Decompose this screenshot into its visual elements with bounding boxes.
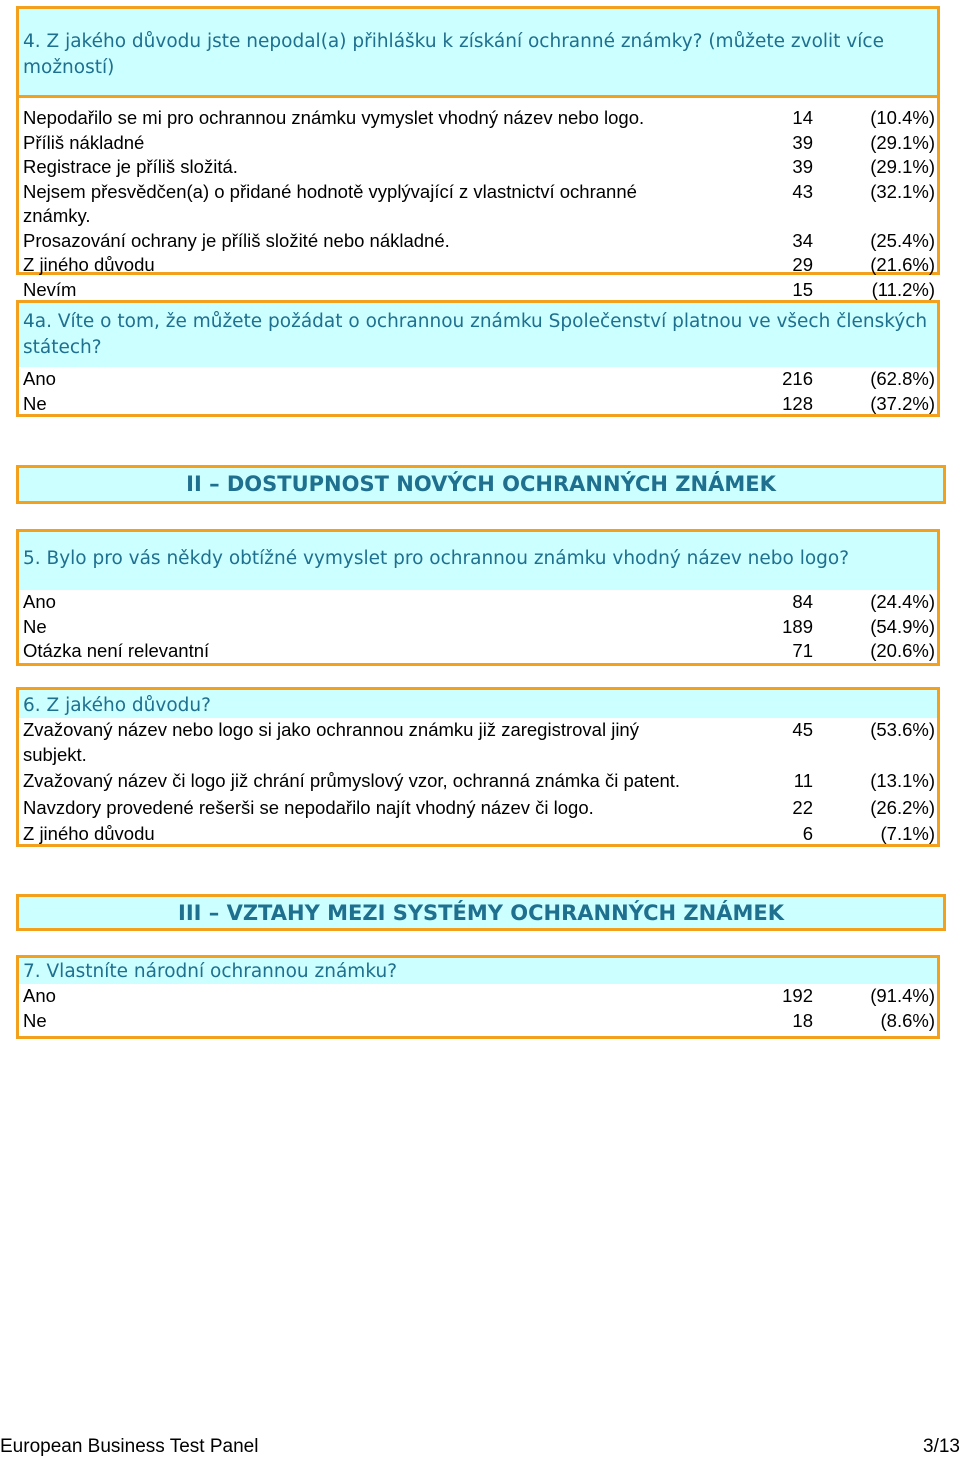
answer-row <box>19 794 937 822</box>
answer-percent: (7.1%) <box>880 823 935 844</box>
answer-label: Příliš nákladné <box>23 131 145 153</box>
answer-row <box>19 131 937 156</box>
answer-row <box>19 590 937 615</box>
answer-count: 71 <box>792 640 813 661</box>
answer-percent: (53.6%) <box>870 719 935 740</box>
answer-label: Navzdory provedené rešerši se nepodařilo najít vhodný název či logo. <box>23 797 594 818</box>
answer-percent: (10.4%) <box>870 107 935 128</box>
answer-count: 128 <box>782 392 813 414</box>
answer-percent: (25.4%) <box>870 229 935 251</box>
answer-percent: (37.2%) <box>870 392 935 414</box>
answer-percent: (62.8%) <box>870 368 935 389</box>
answer-label: Ne <box>23 615 47 637</box>
answer-label: Ano <box>23 591 56 612</box>
answer-count: 216 <box>782 368 813 389</box>
footer-page-number: 3/13 <box>923 1436 960 1457</box>
answer-label: Ano <box>23 985 56 1006</box>
answer-label: Nejsem přesvědčen(a) o přidané hodnotě vyplývající z vlastnictví ochranné známky. <box>23 180 637 226</box>
section-heading-3: III – VZTAHY MEZI SYSTÉMY OCHRANNÝCH ZNÁMEK <box>16 894 946 931</box>
answer-row <box>19 367 937 392</box>
answer-count: 39 <box>792 156 813 177</box>
answer-percent: (21.6%) <box>870 254 935 275</box>
answer-percent: (24.4%) <box>870 591 935 612</box>
question-title: 4. Z jakého důvodu jste nepodal(a) přihlášku k získání ochranné známky? (můžete zvolit více možností) <box>19 9 937 98</box>
answer-percent: (29.1%) <box>870 131 935 153</box>
answer-row <box>19 822 937 847</box>
answer-row <box>19 155 937 180</box>
answer-label: Nepodařilo se mi pro ochrannou známku vymyslet vhodný název nebo logo. <box>23 107 645 128</box>
answer-percent: (29.1%) <box>870 156 935 177</box>
answer-row <box>19 392 937 417</box>
answer-row <box>19 229 937 254</box>
answer-percent: (26.2%) <box>870 797 935 818</box>
answer-row <box>19 615 937 640</box>
answer-count: 39 <box>792 131 813 153</box>
answer-percent: (32.1%) <box>870 180 935 202</box>
answer-count: 15 <box>792 278 813 300</box>
footer-publisher: European Business Test Panel <box>0 1436 259 1457</box>
answer-label: Z jiného důvodu <box>23 823 155 844</box>
question-title: 4a. Víte o tom, že můžete požádat o ochrannou známku Společenství platnou ve všech členských státech? <box>19 303 937 367</box>
answer-row <box>19 767 937 794</box>
answer-label: Z jiného důvodu <box>23 254 155 275</box>
answer-row <box>19 639 937 664</box>
answer-row <box>19 718 937 767</box>
answer-percent: (8.6%) <box>880 1009 935 1031</box>
answer-label: Nevím <box>23 278 77 300</box>
answer-label: Otázka není relevantní <box>23 640 210 661</box>
answer-label: Registrace je příliš složitá. <box>23 156 238 177</box>
answer-count: 192 <box>782 985 813 1006</box>
answer-count: 14 <box>792 107 813 128</box>
answer-count: 84 <box>792 591 813 612</box>
answer-label: Zvažovaný název či logo již chrání průmyslový vzor, ochranná známka či patent. <box>23 770 681 791</box>
answer-label: Prosazování ochrany je příliš složité nebo nákladné. <box>23 229 450 251</box>
answer-count: 29 <box>792 254 813 275</box>
answer-label: Ne <box>23 1009 47 1031</box>
question-4a <box>16 300 940 417</box>
answer-percent: (13.1%) <box>870 770 935 791</box>
question-5 <box>16 529 940 666</box>
answer-row <box>19 253 937 278</box>
question-7 <box>16 955 940 1039</box>
answer-row <box>19 984 937 1009</box>
question-title: 7. Vlastníte národní ochrannou známku? <box>19 958 937 984</box>
answer-percent: (11.2%) <box>871 278 935 300</box>
question-title: 6. Z jakého důvodu? <box>19 690 937 718</box>
question-title: 5. Bylo pro vás někdy obtížné vymyslet pro ochrannou známku vhodný název nebo logo? <box>19 532 937 590</box>
answer-label: Zvažovaný název nebo logo si jako ochrannou známku již zaregistroval jiný subjekt. <box>23 719 639 765</box>
answer-count: 18 <box>792 1009 813 1031</box>
section-heading-2: II – DOSTUPNOST NOVÝCH OCHRANNÝCH ZNÁMEK <box>16 465 946 504</box>
answer-row <box>19 106 937 131</box>
answer-label: Ano <box>23 368 56 389</box>
answer-count: 6 <box>802 823 813 844</box>
answer-count: 11 <box>793 770 813 791</box>
answer-row <box>19 180 937 229</box>
answer-row <box>19 1009 937 1034</box>
answer-count: 34 <box>792 229 813 251</box>
answer-count: 189 <box>782 615 813 637</box>
answer-count: 22 <box>792 797 813 818</box>
answer-count: 43 <box>792 180 813 202</box>
question-6 <box>16 687 940 847</box>
answer-label: Ne <box>23 392 47 414</box>
answer-percent: (91.4%) <box>870 985 935 1006</box>
answer-percent: (54.9%) <box>870 615 935 637</box>
answer-count: 45 <box>792 719 813 740</box>
question-4 <box>16 6 940 300</box>
answer-row <box>19 278 937 303</box>
answer-percent: (20.6%) <box>870 640 935 661</box>
